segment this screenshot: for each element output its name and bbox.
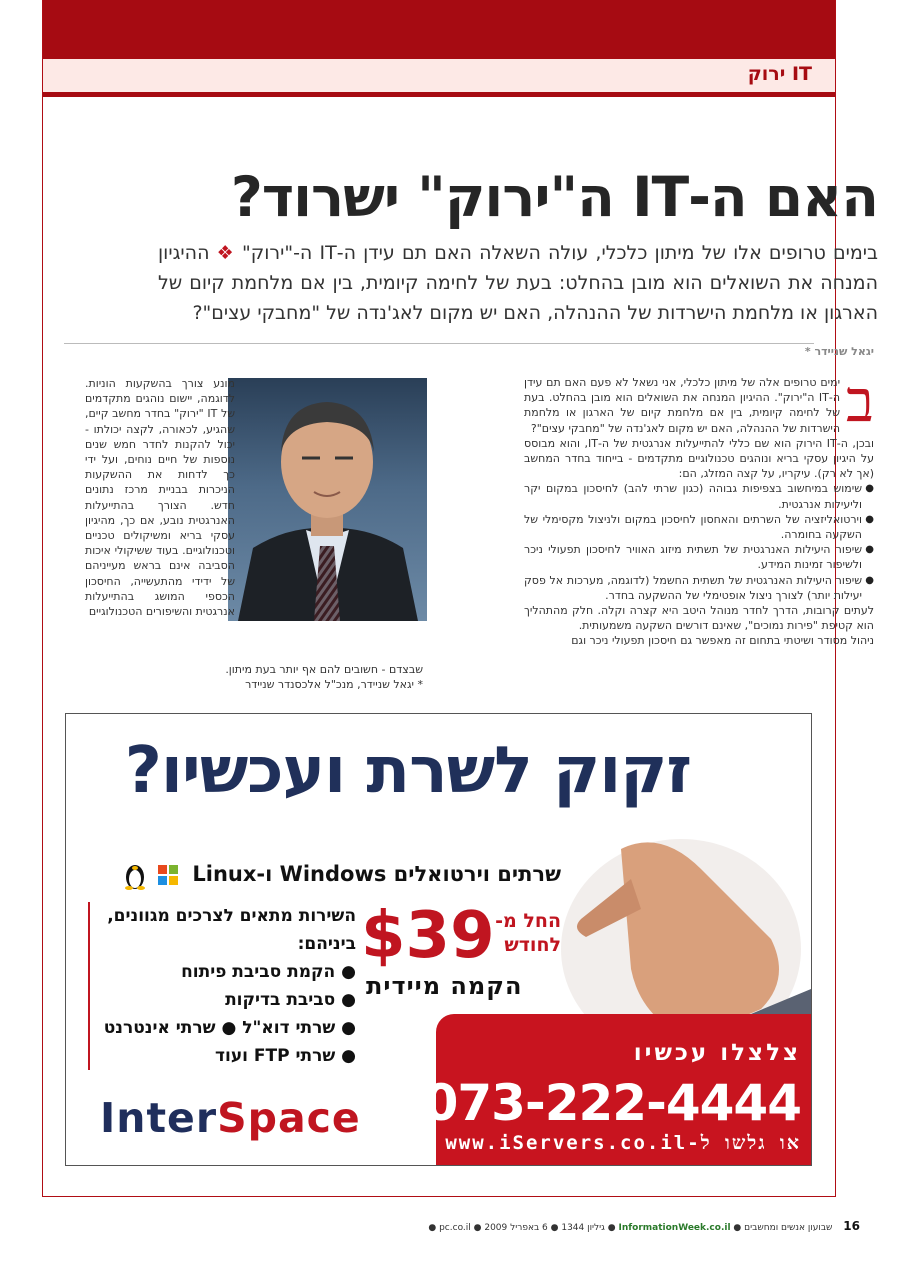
caption-text: שבצדם - חשובים להם אף יותר בעת מיתון. (225, 663, 423, 676)
paragraph-3: לעתים קרובות, הדרך לחדר מנוהל היטב היא קצרה וקלה. חלק מהתהליך הוא קטיפת "פירות נמוכים", שאינם דורשים השקעה משמעותית. (524, 604, 874, 633)
page-footer (40, 1219, 860, 1233)
ad-call-now: צלצלו עכשיו (633, 1040, 801, 1066)
article-deck (158, 238, 878, 328)
section-tag: IT ירוק (747, 63, 812, 85)
list-item: ● הקמת סביבת פיתוח (181, 962, 356, 982)
windows-icon (157, 864, 179, 886)
list-item: ● שיפור היעילות האנרגטית של תשתית מיזוג האוויר לחיסכון תפעולי ניכר ולשיפור זמינות המידע. (524, 542, 874, 572)
paragraph-4: ניהול מסודר ושיטתי בתחום זה מאפשר גם חיסכון תפעולי ניכר וגם (571, 634, 874, 648)
interspace-logo (100, 1094, 361, 1142)
ad-servers-line (124, 860, 561, 890)
list-item: ● שימוש במיחשוב בצפיפות גבוהה (כגון שרתי להב) לחיסכון במקום יקר וליעילות אנרגטית. (524, 481, 874, 511)
list-item: ● שרתי דוא"ל ● שרתי אינטרנט (103, 1018, 356, 1038)
article-column-left: מונע צורך בהשקעות הוניות. לדוגמה, יישום נוהגים מתקדמים של IT "ירוק" בחדר מחשב קיים, שהגיע, לכאורה, לקצה יכולתו - יכול להקנות לחדר חמש שנים נוספות של חיים נוחים, ועל ידי כך לדחות את ההשקעות הניכרות בבניית מרכז נתונים חדש. הצורך בהתייעלות האנרגטית נובע, אם כך, מהיגיון עסקי בריא ומשיקולים טכניים וטכנולוגיים. בעוד ששיקולי איכות הסביבה אינם בראש מעייניהם של ידידי מהתעשייה, החיסכון הכספי המושג בהתייעלות אנרגטית והשיפורים הטכנולוגיים (85, 377, 236, 619)
ad-price: $39 (361, 899, 495, 973)
list-item: ● וירטואליזציה של השרתים והאחסון לחיסכון במקום ולניצול מקסימלי של השקעה בחומרה. (524, 512, 874, 542)
deck-rule (64, 343, 814, 344)
list-item: ● שרתי FTP ועוד (214, 1046, 356, 1066)
page-number: 16 (843, 1219, 860, 1233)
footer-issue: ● גיליון 1344 ● 6 באפריל 2009 ● pc.co.il ● (428, 1223, 616, 1233)
deck-text-1: בימים טרופים אלו של מיתון כלכלי, עולה השאלה האם תם עידן ה-IT ה-"ירוק" (241, 242, 878, 264)
article-column-right (524, 367, 875, 649)
author-photo (228, 378, 427, 621)
logo-part-1: Inter (100, 1094, 218, 1142)
ad-setup-text: הקמה מיידית (366, 972, 523, 1000)
advertisement[interactable] (65, 713, 812, 1166)
ad-price-period: החל מ- לחודש (495, 910, 561, 956)
footer-publication: שבועון אנשים ומחשבים ● (733, 1223, 833, 1233)
ad-website-link[interactable]: או גלשו ל-www.iServers.co.il (445, 1132, 801, 1154)
dropcap: ב (846, 367, 874, 435)
deck-text-2: ההיגיון המנחה את השואלים הוא מובן בהחלט: בעת של לחימה קיומית, בין אם מלחמת קיום של הארגון או מלחמת הישרדות של ההנהלה, האם יש מקום לאג'נדה של "מחבקי עצים"? (158, 242, 878, 324)
ad-list-intro: השירות מתאים לצרכים מגוונים, ביניהם: (107, 906, 356, 954)
paragraph-1: ימים טרופים אלה של מיתון כלכלי, אני נשאל לא פעם האם תם עידן ה-IT ה"ירוק". ההיגיון המנחה את השואלים הוא מובן בהחלט. בעת של לחימה קיומית, בין אם מלחמת קיום של הארגון או מלחמת הישרדות של ההנהלה, האם יש מקום לאג'נדה של "מחבקי עצים"? (524, 376, 841, 435)
list-item: ● סביבת בדיקות (225, 990, 356, 1010)
linux-tux-icon (124, 860, 146, 890)
ad-phone-number[interactable]: 073-222-4444 (423, 1074, 801, 1132)
caption-author: * יגאל שניידר, מנכ"ל אלכסנדר שניידר (245, 678, 423, 691)
diamond-icon: ❖ (216, 242, 235, 264)
ad-feature-list (88, 902, 356, 1070)
bullet-list (524, 481, 874, 603)
footer-site-link[interactable]: InformationWeek.co.il (618, 1223, 731, 1233)
paragraph-2: ובכן, ה-IT הירוק הוא שם כללי להתייעלות אנרגטית של ה-IT, והוא מבוסס על היגיון עסקי בריא ונוהגים טכנולוגיים מתקדמים - בייחוד בחדר המחשב (אך לא רק). עיקריו, על קצה המזלג, הם: (524, 436, 875, 481)
list-item: ● שיפור היעילות האנרגטית של תשתית החשמל (לדוגמה, מערכות אל פסק יעילות יותר) לצורך ניצול אופטימלי של ההשקעה בחדר. (524, 573, 874, 603)
logo-part-2: Space (217, 1094, 361, 1142)
portrait-image (228, 378, 427, 621)
byline: יגאל שניידר * (804, 345, 874, 358)
ad-servers-text: שרתים וירטואלים Windows ו-Linux (192, 862, 561, 886)
ad-headline: זקוק לשרת ועכשיו? (124, 734, 691, 808)
article-headline: האם ה-IT ה"ירוק" ישרוד? (230, 165, 878, 229)
photo-caption (223, 662, 423, 692)
